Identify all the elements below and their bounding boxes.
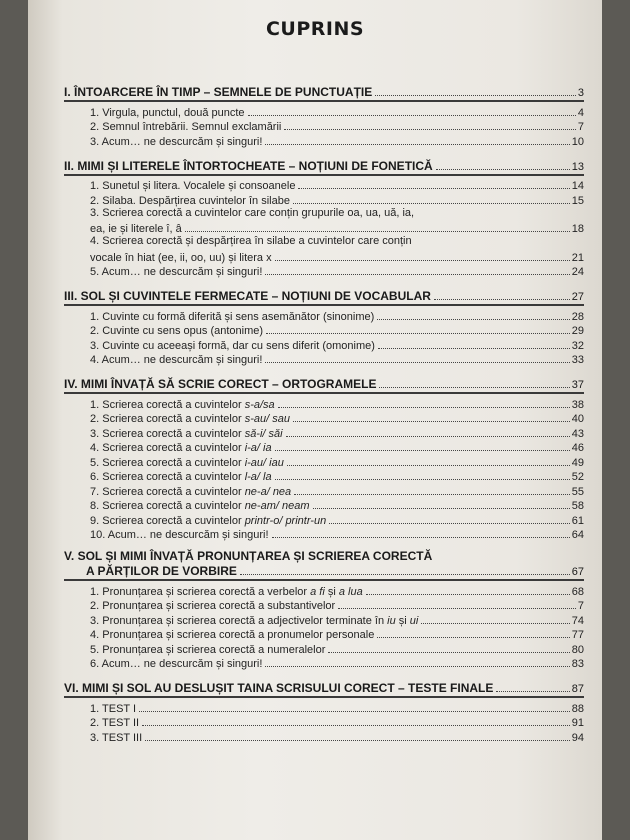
dot-leader [265, 362, 569, 363]
item-page: 77 [571, 629, 584, 641]
section-page: 37 [571, 379, 584, 391]
dot-leader [298, 188, 569, 189]
dot-leader [142, 725, 570, 726]
item-text: 3. Cuvinte cu aceeași formă, dar cu sens diferit (omonime) [90, 339, 375, 352]
section-title: IV. MIMI ÎNVAȚĂ SĂ SCRIE CORECT – ORTOGRAMELE [64, 377, 377, 391]
section-title: III. SOL ȘI CUVINTELE FERMECATE – NOȚIUNI DE VOCABULAR [64, 289, 431, 303]
toc-item [64, 498, 584, 513]
dot-leader [496, 691, 569, 692]
dot-leader [366, 594, 570, 595]
toc-item [64, 104, 584, 119]
item-page: 52 [571, 471, 584, 483]
section-heading [64, 678, 584, 695]
item-page: 46 [571, 442, 584, 454]
dot-leader [436, 169, 570, 170]
section-title: II. MIMI ȘI LITERELE ÎNTORTOCHEATE – NOȚIUNI DE FONETICĂ [64, 158, 433, 173]
item-text-join: și [395, 614, 410, 627]
toc-item [64, 454, 584, 469]
dot-leader [287, 465, 570, 466]
section-rule [64, 304, 584, 306]
page-title: CUPRINS [265, 18, 365, 40]
item-ortogram: i-a/ ia [244, 442, 272, 454]
item-ortogram: l-a/ la [244, 471, 272, 483]
section-heading [64, 549, 584, 578]
dot-leader [293, 203, 570, 204]
dot-leader [145, 740, 570, 741]
dot-leader [240, 574, 570, 575]
item-page: 68 [571, 585, 584, 598]
section-heading [64, 286, 584, 303]
dot-leader [265, 274, 569, 275]
item-text: 2. TEST II [90, 717, 140, 729]
toc-item [64, 483, 584, 498]
toc-item [64, 133, 584, 148]
section-title: I. ÎNTOARCERE ÎN TIMP – SEMNELE DE PUNCTUAȚIE [64, 85, 373, 99]
item-page: 29 [571, 325, 584, 337]
item-text: 3. Scrierea corectă a cuvintelor care conțin grupurile oa, ua, uă, ia, [90, 206, 415, 219]
item-text: 1. Virgula, punctul, două puncte [90, 106, 245, 119]
item-text: 4. Scrierea corectă a cuvintelor [90, 442, 245, 454]
dot-leader [375, 95, 576, 96]
item-text: 5. Pronunțarea și scrierea corectă a numeralelor [90, 643, 326, 656]
item-page: 61 [571, 514, 584, 527]
dot-leader [265, 144, 569, 145]
item-page: 49 [571, 456, 584, 469]
item-text: 1. Scrierea corectă a cuvintelor [90, 398, 245, 411]
section-rule [64, 579, 584, 581]
item-ortogram: ne-a/ nea [244, 485, 292, 498]
item-page: 94 [571, 731, 584, 744]
book-page [28, 0, 602, 840]
item-page: 24 [571, 266, 584, 278]
item-text-line2: vocale în hiat (ee, ii, oo, uu) și litera x [90, 251, 272, 264]
section-rule [64, 392, 584, 394]
item-page: 4 [577, 106, 584, 119]
toc-section [64, 374, 584, 541]
dot-leader [377, 319, 569, 320]
item-text: 3. Scrierea corectă a cuvintelor [90, 427, 245, 440]
item-page: 58 [571, 500, 584, 512]
item-page: 7 [577, 600, 584, 612]
toc-item [64, 119, 584, 134]
item-page: 83 [571, 658, 584, 670]
item-text: 1. Pronunțarea și scrierea corectă a verbelor [90, 585, 311, 598]
item-text-line2: ea, ie și literele î, â [90, 223, 182, 235]
dot-leader [378, 348, 570, 349]
toc-item [64, 527, 584, 542]
item-text: 2. Cuvinte cu sens opus (antonime) [90, 325, 264, 337]
section-page: 87 [571, 683, 584, 695]
dot-leader [275, 260, 570, 261]
item-page: 18 [571, 223, 584, 235]
section-rule [64, 174, 584, 176]
toc-item [64, 264, 584, 279]
item-page: 38 [571, 398, 584, 411]
item-page: 15 [571, 194, 584, 207]
toc-item [64, 396, 584, 411]
toc-item [64, 583, 584, 598]
dot-leader [313, 508, 570, 509]
item-emphasis: ui [409, 614, 419, 627]
item-page: 10 [571, 135, 584, 148]
table-of-contents [64, 78, 584, 744]
item-page: 40 [571, 413, 584, 425]
item-ortogram: i-au/ iau [244, 456, 284, 469]
section-rule [64, 696, 584, 698]
toc-section [64, 678, 584, 744]
dot-leader [293, 421, 570, 422]
toc-item [64, 440, 584, 455]
toc-item [64, 235, 584, 264]
toc-item [64, 337, 584, 352]
toc-item [64, 715, 584, 730]
item-emphasis: iu [387, 614, 396, 627]
item-text: 5. Acum… ne descurcăm și singuri! [90, 266, 263, 278]
item-text: 4. Acum… ne descurcăm și singuri! [90, 354, 263, 366]
item-page: 91 [571, 717, 584, 729]
section-title: VI. MIMI ȘI SOL AU DESLUȘIT TAINA SCRISULUI CORECT – TESTE FINALE [64, 681, 494, 695]
item-page: 7 [577, 121, 584, 133]
dot-leader [294, 494, 570, 495]
section-page: 13 [571, 160, 584, 173]
item-text: 9. Scrierea corectă a cuvintelor [90, 514, 245, 527]
dot-leader [421, 623, 569, 624]
item-page: 88 [571, 702, 584, 715]
item-page: 28 [571, 310, 584, 323]
toc-item [64, 729, 584, 744]
section-heading [64, 82, 584, 99]
section-heading [64, 156, 584, 173]
item-text: 4. Scrierea corectă și despărțirea în silabe a cuvintelor care conțin [90, 235, 412, 247]
item-page: 74 [571, 614, 584, 627]
toc-item [64, 323, 584, 338]
item-text: 2. Scrierea corectă a cuvintelor [90, 413, 245, 425]
item-ortogram: s-a/sa [244, 398, 275, 411]
toc-section [64, 286, 584, 366]
toc-section [64, 156, 584, 279]
item-text: 3. Acum… ne descurcăm și singuri! [90, 135, 263, 148]
item-page: 64 [571, 529, 584, 541]
section-page: 67 [571, 566, 584, 578]
dot-leader [328, 652, 569, 653]
dot-leader [284, 129, 576, 130]
item-text: 2. Pronunțarea și scrierea corectă a substantivelor [90, 600, 336, 612]
toc-item [64, 352, 584, 367]
item-ortogram: printr-o/ printr-un [244, 514, 327, 527]
item-text: 2. Semnul întrebării. Semnul exclamării [90, 121, 282, 133]
item-ortogram: ne-am/ neam [244, 500, 310, 512]
item-text: 3. Pronunțarea și scrierea corectă a adjectivelor terminate în [90, 614, 388, 627]
toc-item [64, 308, 584, 323]
item-page: 33 [571, 354, 584, 366]
item-emphasis: a fi [310, 585, 325, 598]
dot-leader [329, 523, 570, 524]
section-title: V. SOL ȘI MIMI ÎNVAȚĂ PRONUNȚAREA ȘI SCRIEREA CORECTĂ [64, 549, 433, 563]
toc-item [64, 178, 584, 193]
section-page: 27 [571, 291, 584, 303]
dot-leader [248, 115, 576, 116]
dot-leader [338, 608, 576, 609]
dot-leader [275, 450, 570, 451]
toc-item [64, 512, 584, 527]
dot-leader [434, 299, 570, 300]
section-rule [64, 100, 584, 102]
toc-item [64, 192, 584, 207]
item-text: 10. Acum… ne descurcăm și singuri! [90, 529, 269, 541]
item-page: 21 [571, 251, 584, 264]
item-page: 14 [571, 180, 584, 192]
item-text: 1. TEST I [90, 702, 137, 715]
toc-item [64, 656, 584, 671]
dot-leader [139, 711, 570, 712]
item-page: 55 [571, 485, 584, 498]
toc-item [64, 641, 584, 656]
toc-section [64, 549, 584, 670]
dot-leader [278, 407, 570, 408]
section-page: 3 [577, 87, 584, 99]
item-text: 1. Cuvinte cu formă diferită și sens asemănător (sinonime) [90, 310, 375, 323]
section-heading [64, 374, 584, 391]
toc-item [64, 612, 584, 627]
item-text: 6. Scrierea corectă a cuvintelor [90, 471, 245, 483]
toc-item [64, 469, 584, 484]
item-text: 4. Pronunțarea și scrierea corectă a pronumelor personale [90, 629, 375, 641]
dot-leader [266, 333, 570, 334]
item-ortogram: s-au/ sau [244, 413, 290, 425]
toc-item [64, 700, 584, 715]
item-text: 1. Sunetul și litera. Vocalele și consoanele [90, 180, 296, 192]
toc-item [64, 425, 584, 440]
item-page: 43 [571, 427, 584, 440]
dot-leader [272, 537, 570, 538]
item-text-join: și [324, 585, 339, 598]
item-text: 6. Acum… ne descurcăm și singuri! [90, 658, 263, 670]
dot-leader [377, 637, 569, 638]
item-text: 5. Scrierea corectă a cuvintelor [90, 456, 245, 469]
toc-item [64, 411, 584, 426]
item-text: 3. TEST III [90, 731, 143, 744]
item-ortogram: să-i/ săi [244, 427, 283, 440]
item-page: 32 [571, 339, 584, 352]
item-page: 80 [571, 643, 584, 656]
toc-item [64, 627, 584, 642]
dot-leader [286, 436, 570, 437]
toc-section [64, 82, 584, 148]
item-text: 8. Scrierea corectă a cuvintelor [90, 500, 245, 512]
section-title-line2: A PĂRȚILOR DE VORBIRE [86, 564, 237, 578]
item-emphasis: a lua [338, 585, 363, 598]
toc-item [64, 598, 584, 613]
dot-leader [275, 479, 570, 480]
dot-leader [379, 387, 569, 388]
dot-leader [185, 231, 570, 232]
item-text: 2. Silaba. Despărțirea cuvintelor în silabe [90, 194, 290, 207]
item-text: 7. Scrierea corectă a cuvintelor [90, 485, 245, 498]
dot-leader [265, 666, 569, 667]
toc-item [64, 207, 584, 236]
